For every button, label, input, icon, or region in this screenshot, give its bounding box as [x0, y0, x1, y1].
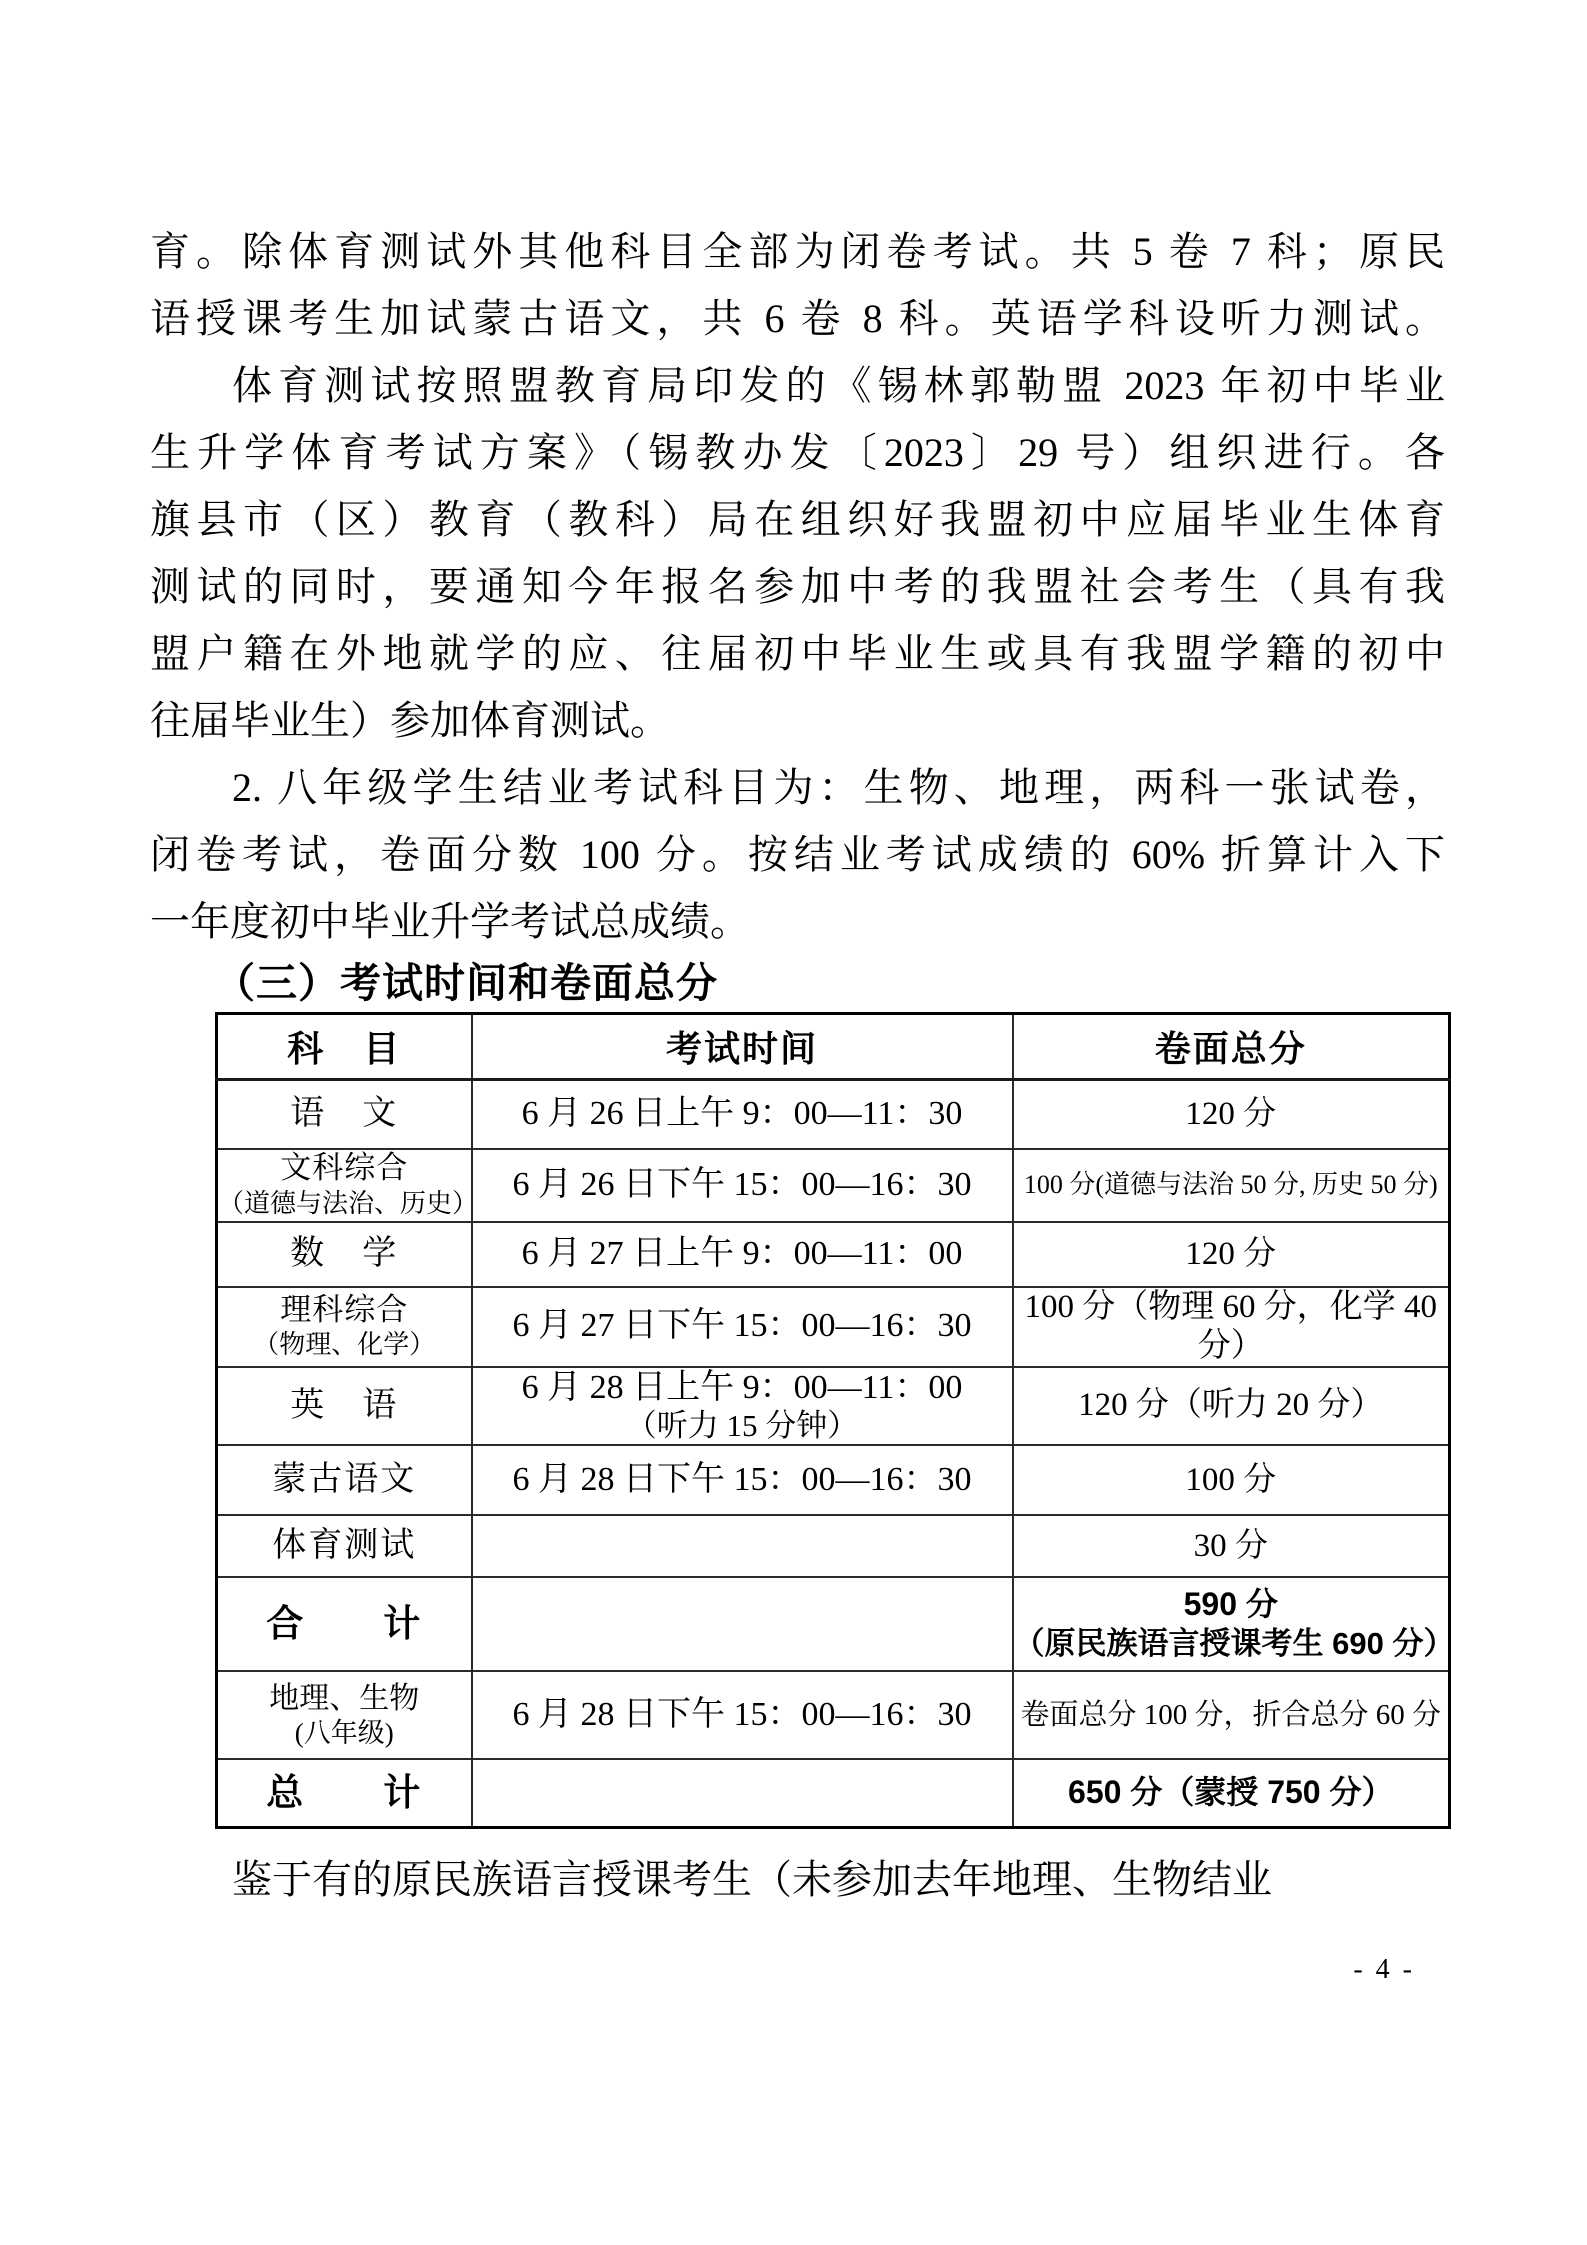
text-line: 2. 八年级学生结业考试科目为：生物、地理，两科一张试卷， — [232, 765, 1445, 810]
score-cell — [1013, 1287, 1450, 1367]
subject-cell — [217, 1149, 479, 1222]
text-line: 往届毕业生）参加体育测试。 — [150, 698, 670, 743]
subject-cell — [217, 1287, 472, 1367]
time-cell — [472, 1515, 1013, 1577]
text-line: 一年度初中毕业升学考试总成绩。 — [150, 899, 750, 944]
table-row — [217, 1367, 1450, 1446]
subject-subtext: (八年级) — [294, 1717, 394, 1748]
subject-text: 文科综合 — [280, 1150, 409, 1186]
score-cell — [1013, 1577, 1455, 1671]
section-heading: （三）考试时间和卷面总分 — [214, 960, 718, 1006]
page-number: - 4 - — [1353, 1954, 1415, 1985]
time-text: 6 月 28 日下午 15：00—16：30 — [512, 1461, 972, 1499]
time-cell — [472, 1759, 1013, 1827]
score-text: 120 分 — [1185, 1095, 1277, 1132]
subject-text: 体育测试 — [272, 1527, 417, 1565]
table-row — [217, 1759, 1450, 1827]
subject-cell — [217, 1445, 472, 1515]
time-cell — [472, 1671, 1013, 1759]
header-time: 考试时间 — [472, 1014, 1013, 1080]
table-row — [217, 1080, 1450, 1149]
table-row — [217, 1515, 1450, 1577]
time-cell — [472, 1367, 1013, 1446]
time-text: 6 月 28 日下午 15：00—16：30 — [512, 1696, 972, 1734]
table-body — [217, 1080, 1455, 1828]
subject-text: 语 文 — [290, 1095, 399, 1133]
subject-text: 总 计 — [266, 1772, 423, 1814]
text-line: 育。除体育测试外其他科目全部为闭卷考试。共 5 卷 7 科；原民 — [150, 229, 1445, 274]
text-line: 旗县市（区）教育（教科）局在组织好我盟初中应届毕业生体育 — [150, 497, 1445, 542]
text-line: 语授课考生加试蒙古语文，共 6 卷 8 科。英语学科设听力测试。 — [150, 296, 1445, 341]
text-line: 生升学体育考试方案》（锡教办发〔2023〕29 号）组织进行。各 — [150, 430, 1445, 475]
subject-text: 蒙古语文 — [272, 1461, 417, 1499]
table-row — [217, 1149, 1450, 1222]
score-cell — [1013, 1080, 1450, 1149]
time-subtext: （听力 15 分钟） — [625, 1407, 859, 1443]
subject-text: 英 语 — [290, 1386, 399, 1424]
table-row — [217, 1577, 1450, 1671]
score-cell — [1013, 1367, 1450, 1446]
subject-cell — [217, 1759, 472, 1827]
text-line: 盟户籍在外地就学的应、往届初中毕业生或具有我盟学籍的初中 — [150, 631, 1445, 676]
time-text: 6 月 27 日上午 9：00—11：00 — [521, 1234, 963, 1272]
subject-cell — [217, 1222, 472, 1287]
table-row — [217, 1287, 1450, 1367]
time-text: 6 月 26 日上午 9：00—11：30 — [521, 1095, 963, 1133]
score-cell — [1013, 1671, 1450, 1759]
subject-subtext: （物理、化学） — [253, 1330, 436, 1360]
content — [150, 218, 1455, 1913]
header-score: 卷面总分 — [1013, 1014, 1450, 1080]
text-line: 测试的同时，要通知今年报名参加中考的我盟社会考生（具有我 — [150, 564, 1445, 609]
time-cell — [472, 1445, 1013, 1515]
score-cell — [1013, 1759, 1450, 1827]
subject-text: 数 学 — [290, 1234, 399, 1272]
time-text: 6 月 27 日下午 15：00—16：30 — [512, 1307, 972, 1345]
score-text: 卷面总分 100 分，折合总分 60 分 — [1020, 1699, 1441, 1732]
body-text — [150, 218, 1445, 955]
subject-subtext: （道德与法治、历史） — [218, 1188, 479, 1218]
score-cell — [1013, 1149, 1450, 1222]
subject-text: 地理、生物 — [269, 1681, 420, 1715]
exam-table — [215, 1012, 1455, 1829]
score-text: 100 分(道德与法治 50 分, 历史 50 分) — [1023, 1169, 1438, 1199]
table-header-row — [217, 1014, 1450, 1080]
subject-text: 合 计 — [266, 1603, 423, 1645]
score-cell — [1013, 1515, 1450, 1577]
score-subtext: （原民族语言授课考生 690 分） — [1013, 1626, 1455, 1662]
table-row — [217, 1222, 1450, 1287]
score-text: 100 分（物理 60 分，化学 40 分） — [1024, 1288, 1437, 1364]
time-cell — [472, 1080, 1013, 1149]
header-subject: 科 目 — [217, 1014, 472, 1080]
time-cell — [472, 1149, 1013, 1222]
score-cell — [1013, 1445, 1450, 1515]
text-line: 体育测试按照盟教育局印发的《锡林郭勒盟 2023 年初中毕业 — [232, 363, 1445, 408]
text-line: 闭卷考试，卷面分数 100 分。按结业考试成绩的 60% 折算计入下 — [150, 832, 1445, 877]
time-cell — [472, 1287, 1013, 1367]
time-cell — [472, 1577, 1013, 1671]
subject-text: 理科综合 — [280, 1291, 409, 1327]
subject-cell — [217, 1367, 472, 1446]
score-text: 120 分（听力 20 分） — [1078, 1387, 1384, 1424]
time-text: 6 月 28 日上午 9：00—11：00 — [521, 1368, 963, 1406]
time-text: 6 月 26 日下午 15：00—16：30 — [512, 1165, 972, 1203]
subject-cell — [217, 1671, 472, 1759]
score-text: 120 分 — [1185, 1235, 1277, 1272]
score-text: 100 分 — [1185, 1461, 1277, 1498]
closing-paragraph: 鉴于有的原民族语言授课考生（未参加去年地理、生物结业 — [232, 1856, 1272, 1902]
score-text: 30 分 — [1193, 1527, 1268, 1564]
time-cell — [472, 1222, 1013, 1287]
subject-cell — [217, 1577, 472, 1671]
table-row — [217, 1445, 1450, 1515]
score-text: 590 分 — [1183, 1585, 1278, 1622]
score-cell — [1013, 1222, 1450, 1287]
subject-cell — [217, 1080, 472, 1149]
subject-cell — [217, 1515, 472, 1577]
score-text: 650 分（蒙授 750 分） — [1068, 1774, 1394, 1811]
table-row — [217, 1671, 1450, 1759]
